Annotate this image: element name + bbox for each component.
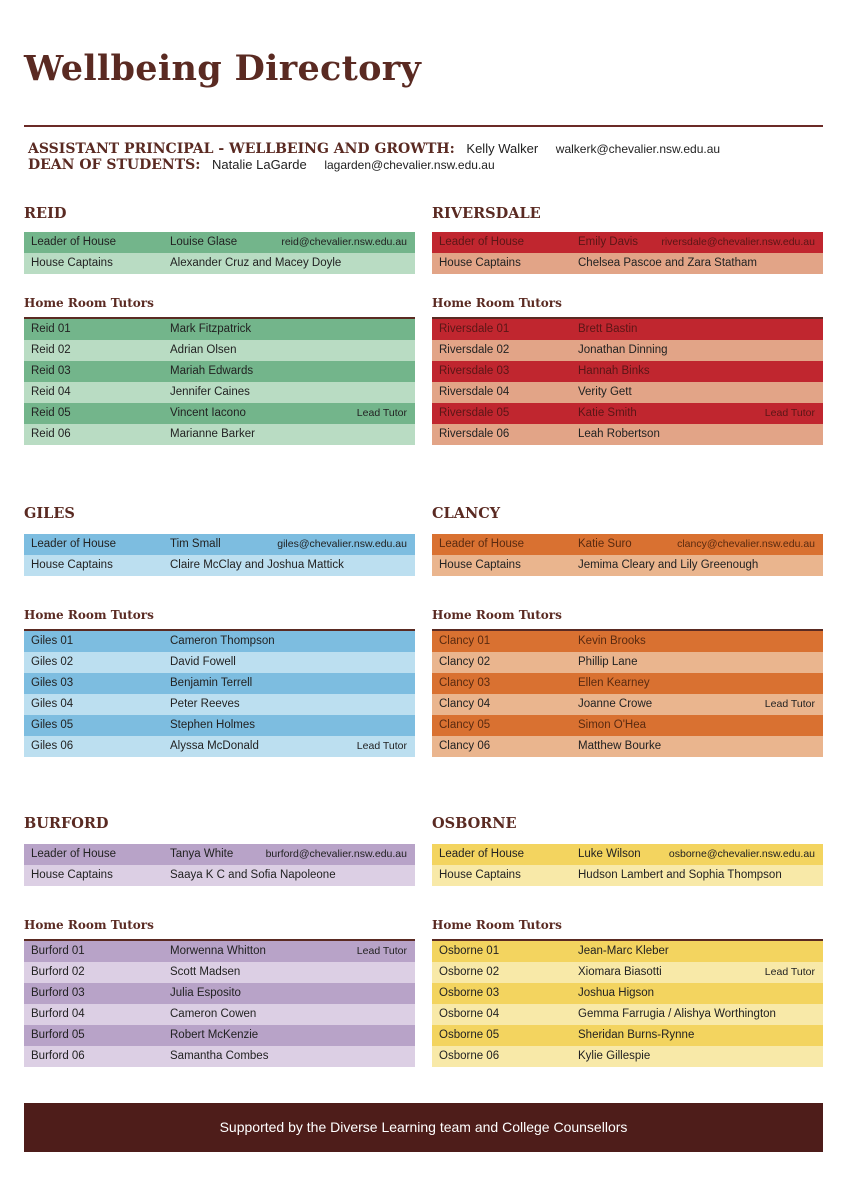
- tutor-row: [24, 1004, 415, 1025]
- tutor-name: Jonathan Dinning: [578, 344, 668, 356]
- tutor-name: Katie Smith: [578, 407, 637, 419]
- tutor-row: [432, 941, 823, 962]
- tutor-note: Lead Tutor: [356, 945, 407, 957]
- tutors-table: [432, 317, 823, 445]
- leadership-role: ASSISTANT PRINCIPAL - WELLBEING AND GROWTH:: [28, 141, 455, 157]
- tutor-name: Cameron Thompson: [170, 635, 275, 647]
- leader-name: Luke Wilson: [578, 848, 641, 860]
- tutor-name: Mark Fitzpatrick: [170, 323, 252, 335]
- tutors-table: [432, 629, 823, 757]
- tutor-row: [24, 715, 415, 736]
- leader-name: Louise Glase: [170, 236, 238, 248]
- tutors-heading: Home Room Tutors: [432, 608, 562, 622]
- tutor-room: Clancy 04: [439, 698, 491, 710]
- tutor-name: Joanne Crowe: [578, 698, 653, 710]
- house-name: CLANCY: [432, 505, 501, 522]
- tutor-name: Brett Bastin: [578, 323, 638, 335]
- tutors-heading: Home Room Tutors: [432, 918, 562, 932]
- captains-label: House Captains: [439, 559, 521, 571]
- tutor-row: [24, 652, 415, 673]
- leader-name: Tanya White: [170, 848, 234, 860]
- tutor-note: Lead Tutor: [356, 740, 407, 752]
- tutor-row: [432, 340, 823, 361]
- house-section-giles: [24, 505, 415, 760]
- leader-email[interactable]: riversdale@chevalier.nsw.edu.au: [661, 236, 815, 248]
- leader-row: [24, 844, 415, 865]
- title-divider: [24, 125, 823, 127]
- tutor-name: Leah Robertson: [578, 428, 660, 440]
- leadership-name: Natalie LaGarde: [212, 157, 307, 172]
- leadership-email[interactable]: walkerk@chevalier.nsw.edu.au: [555, 142, 721, 156]
- tutor-row: [432, 715, 823, 736]
- tutor-room: Giles 01: [31, 635, 74, 647]
- tutor-name: Gemma Farrugia / Alishya Worthington: [578, 1008, 776, 1020]
- tutor-room: Burford 06: [31, 1050, 85, 1062]
- tutor-room: Riversdale 06: [439, 428, 510, 440]
- captains-names: Alexander Cruz and Macey Doyle: [170, 257, 342, 269]
- house-name: GILES: [24, 505, 75, 522]
- tutor-name: Vincent Iacono: [170, 407, 246, 419]
- tutor-name: Kevin Brooks: [578, 635, 646, 647]
- tutor-room: Osborne 06: [439, 1050, 500, 1062]
- house-name: BURFORD: [24, 815, 109, 832]
- captains-label: House Captains: [31, 869, 113, 881]
- leader-label: Leader of House: [439, 848, 525, 860]
- house-info-table: [432, 232, 823, 274]
- tutor-row: [24, 340, 415, 361]
- house-section-burford: [24, 815, 415, 1070]
- house-section-clancy: [432, 505, 823, 760]
- captains-row: [24, 865, 415, 886]
- tutor-room: Reid 03: [31, 365, 71, 377]
- leader-label: Leader of House: [31, 236, 117, 248]
- tutor-row: [24, 673, 415, 694]
- tutors-heading: Home Room Tutors: [24, 608, 154, 622]
- leader-name: Tim Small: [170, 538, 221, 550]
- tutor-name: Xiomara Biasotti: [578, 966, 662, 978]
- tutor-room: Riversdale 02: [439, 344, 510, 356]
- tutor-room: Osborne 02: [439, 966, 500, 978]
- tutor-name: Peter Reeves: [170, 698, 240, 710]
- leader-label: Leader of House: [439, 538, 525, 550]
- assistant-principal-line: [28, 141, 720, 157]
- tutor-row: [24, 983, 415, 1004]
- tutor-room: Clancy 02: [439, 656, 491, 668]
- tutor-room: Clancy 05: [439, 719, 491, 731]
- tutor-note: Lead Tutor: [356, 407, 407, 419]
- tutor-name: Hannah Binks: [578, 365, 650, 377]
- leadership-role: DEAN OF STUDENTS:: [28, 157, 201, 173]
- tutor-name: Morwenna Whitton: [170, 945, 266, 957]
- tutor-name: Verity Gett: [578, 386, 632, 398]
- house-name: RIVERSDALE: [432, 205, 541, 222]
- tutor-room: Riversdale 04: [439, 386, 510, 398]
- house-name: REID: [24, 205, 67, 222]
- tutors-heading: Home Room Tutors: [24, 296, 154, 310]
- tutor-room: Osborne 01: [439, 945, 500, 957]
- tutors-table: [24, 939, 415, 1067]
- tutor-name: Sheridan Burns-Rynne: [578, 1029, 695, 1041]
- tutor-room: Riversdale 01: [439, 323, 510, 335]
- leader-label: Leader of House: [31, 538, 117, 550]
- house-section-riversdale: [432, 205, 823, 450]
- tutor-row: [432, 983, 823, 1004]
- captains-row: [24, 253, 415, 274]
- tutor-row: [24, 403, 415, 424]
- tutor-row: [432, 1025, 823, 1046]
- dean-of-students-line: [28, 157, 495, 173]
- tutor-row: [432, 403, 823, 424]
- tutor-room: Reid 05: [31, 407, 71, 419]
- captains-label: House Captains: [439, 257, 521, 269]
- tutor-name: Benjamin Terrell: [170, 677, 253, 689]
- tutor-name: Mariah Edwards: [170, 365, 254, 377]
- house-info-table: [432, 534, 823, 576]
- tutors-table: [24, 629, 415, 757]
- house-info-table: [24, 232, 415, 274]
- tutors-heading: Home Room Tutors: [432, 296, 562, 310]
- tutor-room: Clancy 01: [439, 635, 491, 647]
- house-section-reid: [24, 205, 415, 450]
- tutors-table: [24, 317, 415, 445]
- tutor-row: [24, 694, 415, 715]
- leader-email[interactable]: burford@chevalier.nsw.edu.au: [265, 848, 407, 860]
- leader-row: [24, 534, 415, 555]
- tutor-row: [432, 652, 823, 673]
- tutor-room: Burford 04: [31, 1008, 85, 1020]
- captains-row: [432, 555, 823, 576]
- tutor-name: Jean-Marc Kleber: [578, 945, 669, 957]
- tutor-note: Lead Tutor: [764, 407, 815, 419]
- leadership-name: Kelly Walker: [466, 141, 539, 156]
- tutor-name: Joshua Higson: [578, 987, 655, 999]
- tutor-row: [432, 424, 823, 445]
- tutors-table: [432, 939, 823, 1067]
- tutor-note: Lead Tutor: [764, 698, 815, 710]
- leader-name: Emily Davis: [578, 236, 639, 248]
- tutor-room: Giles 02: [31, 656, 74, 668]
- tutor-row: [24, 361, 415, 382]
- leader-label: Leader of House: [31, 848, 117, 860]
- house-info-table: [432, 844, 823, 886]
- tutor-name: Kylie Gillespie: [578, 1050, 651, 1062]
- house-section-osborne: [432, 815, 823, 1070]
- tutor-room: Osborne 05: [439, 1029, 500, 1041]
- tutor-room: Giles 06: [31, 740, 74, 752]
- tutor-room: Reid 02: [31, 344, 71, 356]
- tutor-row: [432, 382, 823, 403]
- leader-email[interactable]: osborne@chevalier.nsw.edu.au: [668, 848, 815, 860]
- tutor-name: Scott Madsen: [170, 966, 241, 978]
- tutor-room: Reid 06: [31, 428, 71, 440]
- tutor-room: Burford 05: [31, 1029, 85, 1041]
- tutor-row: [24, 941, 415, 962]
- tutor-name: Adrian Olsen: [170, 344, 237, 356]
- leader-email[interactable]: giles@chevalier.nsw.edu.au: [277, 538, 407, 550]
- tutor-row: [24, 962, 415, 983]
- tutor-room: Reid 04: [31, 386, 71, 398]
- captains-names: Claire McClay and Joshua Mattick: [170, 559, 344, 571]
- house-info-table: [24, 844, 415, 886]
- house-name: OSBORNE: [432, 815, 517, 832]
- tutor-row: [432, 1046, 823, 1067]
- tutor-name: Cameron Cowen: [170, 1008, 257, 1020]
- tutor-name: Robert McKenzie: [170, 1029, 259, 1041]
- tutor-name: Julia Esposito: [170, 987, 241, 999]
- tutor-row: [24, 1025, 415, 1046]
- tutors-heading: Home Room Tutors: [24, 918, 154, 932]
- leader-row: [432, 232, 823, 253]
- captains-label: House Captains: [31, 257, 113, 269]
- leader-email[interactable]: clancy@chevalier.nsw.edu.au: [677, 538, 815, 550]
- tutor-room: Clancy 06: [439, 740, 491, 752]
- leader-row: [24, 232, 415, 253]
- tutor-room: Clancy 03: [439, 677, 491, 689]
- tutor-room: Burford 01: [31, 945, 85, 957]
- tutor-row: [24, 319, 415, 340]
- tutor-row: [432, 962, 823, 983]
- tutor-name: Jennifer Caines: [170, 386, 250, 398]
- leader-label: Leader of House: [439, 236, 525, 248]
- captains-names: Jemima Cleary and Lily Greenough: [578, 559, 759, 571]
- leadership-email[interactable]: lagarden@chevalier.nsw.edu.au: [324, 158, 495, 172]
- captains-row: [24, 555, 415, 576]
- tutor-name: Simon O'Hea: [578, 719, 647, 731]
- tutor-room: Burford 02: [31, 966, 85, 978]
- tutor-name: Ellen Kearney: [578, 677, 650, 689]
- tutor-room: Giles 05: [31, 719, 74, 731]
- tutor-name: Matthew Bourke: [578, 740, 662, 752]
- tutor-row: [432, 736, 823, 757]
- tutor-note: Lead Tutor: [764, 966, 815, 978]
- tutor-name: Marianne Barker: [170, 428, 256, 440]
- tutor-row: [432, 673, 823, 694]
- tutor-room: Riversdale 03: [439, 365, 510, 377]
- tutor-row: [432, 319, 823, 340]
- tutor-row: [432, 361, 823, 382]
- tutor-room: Burford 03: [31, 987, 85, 999]
- tutor-room: Osborne 03: [439, 987, 500, 999]
- tutor-room: Riversdale 05: [439, 407, 510, 419]
- tutor-row: [432, 631, 823, 652]
- tutor-row: [24, 631, 415, 652]
- captains-row: [432, 865, 823, 886]
- footer-banner: Supported by the Diverse Learning team and College Counsellors: [24, 1103, 823, 1152]
- tutor-name: Samantha Combes: [170, 1050, 269, 1062]
- leader-row: [432, 534, 823, 555]
- page-title: Wellbeing Directory: [24, 48, 422, 89]
- tutor-row: [24, 736, 415, 757]
- house-info-table: [24, 534, 415, 576]
- tutor-room: Giles 04: [31, 698, 74, 710]
- leader-name: Katie Suro: [578, 538, 632, 550]
- tutor-name: Stephen Holmes: [170, 719, 256, 731]
- captains-label: House Captains: [31, 559, 113, 571]
- leader-email[interactable]: reid@chevalier.nsw.edu.au: [281, 236, 407, 248]
- tutor-row: [24, 424, 415, 445]
- captains-names: Saaya K C and Sofia Napoleone: [170, 869, 336, 881]
- tutor-name: Phillip Lane: [578, 656, 638, 668]
- captains-label: House Captains: [439, 869, 521, 881]
- tutor-row: [24, 1046, 415, 1067]
- tutor-row: [24, 382, 415, 403]
- captains-names: Hudson Lambert and Sophia Thompson: [578, 869, 782, 881]
- tutor-name: David Fowell: [170, 656, 236, 668]
- tutor-row: [432, 1004, 823, 1025]
- tutor-room: Reid 01: [31, 323, 71, 335]
- captains-row: [432, 253, 823, 274]
- tutor-row: [432, 694, 823, 715]
- tutor-room: Osborne 04: [439, 1008, 500, 1020]
- tutor-room: Giles 03: [31, 677, 74, 689]
- tutor-name: Alyssa McDonald: [170, 740, 259, 752]
- leader-row: [432, 844, 823, 865]
- captains-names: Chelsea Pascoe and Zara Statham: [578, 257, 757, 269]
